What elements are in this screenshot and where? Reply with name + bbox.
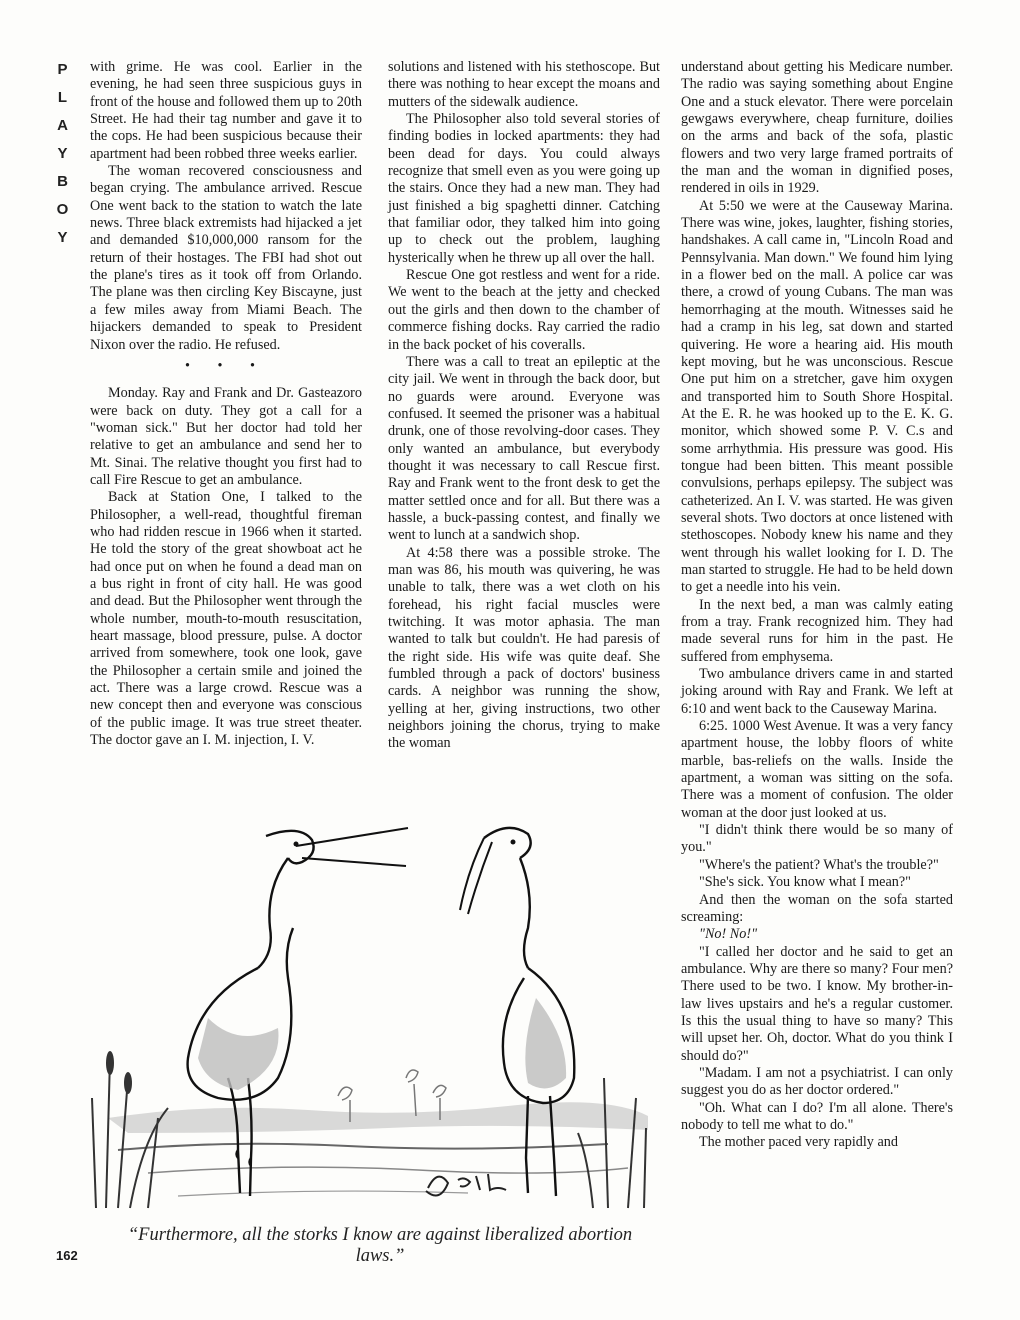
- section-break: • • •: [185, 357, 267, 374]
- paragraph: The woman recovered consciousness and began crying. The ambulance arrived. Rescue One went back to the station to watch the late news. Three black extremists had hijacked a jet and demanded $10,000,000 ransom for the return of their hostages. The FBI had shot out the plane's tires as it took off from Orlando. The plane was then circling Key Biscayne, just a few miles away from Miami Beach. The hijackers demanded to speak to President Nixon over the radio. He refused.: [90, 163, 362, 353]
- magazine-letter: A: [57, 117, 69, 134]
- paragraph: Rescue One got restless and went for a ride. We went to the beach at the jetty and checked out the girls and then down to the chamber of commerce fishing docks. Ray carried the radio in the back pocket of his coveralls.: [388, 267, 660, 353]
- text-column-3: [681, 59, 953, 1152]
- magazine-letter: O: [56, 201, 70, 218]
- text-column-2: [388, 59, 660, 753]
- paragraph: 6:25. 1000 West Avenue. It was a very fancy apartment house, the lobby floors of white marble, bas-reliefs on the walls. Inside the apartment, a woman was sitting on the sofa. There was a moment of confusion. The older woman at the door just looked at us.: [681, 718, 953, 821]
- paragraph: The Philosopher also told several stories of finding bodies in locked apartments: they had been dead for days. You could always recognize that smell even as you were going up the stairs. Once they had a new man. They had just finished a big spaghetti dinner. Catching that familiar odor, they talked him into going up to check out the problem, laughing hysterically when he threw up all over the hall.: [388, 111, 660, 266]
- water-wash: [108, 1102, 648, 1133]
- cartoon-caption: “Furthermore, all the storks I know are against liberalized abortion laws.”: [127, 1225, 633, 1266]
- magazine-letter: P: [57, 61, 69, 78]
- text-column-1: [90, 59, 362, 749]
- right-stork: [460, 828, 574, 1196]
- paragraph: Back at Station One, I talked to the Philosopher, a well-read, thoughtful fireman who had ridden rescue in 1966 when it started. He told the story of the great showboat act he had once put on when he found a dead man on a bus right in front of city hall. He was good and dead. But the Philosopher went through the whole number, mouth-to-mouth resuscitation, heart massage, blood pressure, pulse. A doctor arrived from somewhere, took one look, gave the Philosopher a certain smile and joined the act. There was a large crowd. Rescue was a new concept then and everyone was conscious of the public image. It was true street theater. The doctor gave an I. M. injection, I. V.: [90, 489, 362, 749]
- paragraph: There was a call to treat an epileptic at the city jail. We went in through the back door, but no guards were around. Everyone was confused. It seemed the prisoner was a habitual drunk, one of those revolving-door cases. They only wanted an ambulance, but everybody thought it was necessary to call Rescue first. Ray and Frank went to the front desk to get the matter settled once and for all. But there was a hassle, a buck-passing contest, and finally we went to lunch at a sandwich shop.: [388, 353, 660, 544]
- magazine-letter: B: [57, 173, 69, 190]
- paragraph: At 4:58 there was a possible stroke. The man was 86, his mouth was quivering, he was unable to talk, there was a wet cloth on his forehead, his right facial muscles were twitching. It was motor aphasia. The man wanted to talk but couldn't. He had paresis of the right side. His wife was quite deaf. She fumbled through a pack of doctors' business cards. A neighbor was running the show, yelling at her, giving instructions, two other neighbors joining the chorus, trying to make the woman: [388, 544, 660, 752]
- magazine-letter: Y: [57, 145, 69, 162]
- paragraph: understand about getting his Medicare number. The radio was saying something about Engine One and a stuck elevator. There were porcelain gewgaws everywhere, cheap furniture, doilies on the arms and back of the sofa, plastic flowers and two very large framed portraits of the man and the woman in dignified poses, rendered in oils in 1929.: [681, 59, 953, 197]
- paragraph: At 5:50 we were at the Causeway Marina. There was wine, jokes, laughter, fishing stories, handshakes. A call came in, "Lincoln Road and Pennsylvania. Man down." We found him lying in a flower bed on the mall. A police car was there, a crowd of young Cubans. The man was hemorrhaging at the mouth. Witnesses said he had a cramp in his leg, sat down and started quivering. He wore a hearing aid. His mouth kept moving, but he was unconscious. Rescue One put him on a stretcher, gave him oxygen and transported him to South Shore Hospital. At the E. R. he was hooked up to the E. K. G. monitor, which showed some P. V. C.s and some arrhythmia. His pressure was good. His tongue had been bitten. This meant possible convulsions, perhaps epilepsy. The subject was catheterized. An I. V. was started. He was given several shots. Two doctors at once listened with stethoscopes. Nobody knew his name and they went through his wallet looking for I. D. The man started to struggle. He had to be held down to get a needle into his vein.: [681, 197, 953, 596]
- paragraph: "She's sick. You know what I mean?": [699, 874, 911, 891]
- paragraph: solutions and listened with his stethoscope. But there was nothing to hear except the moans and mutters of the sidewalk audience.: [388, 59, 660, 110]
- cartoon-illustration: [88, 778, 670, 1230]
- magazine-name-vertical: [52, 56, 74, 252]
- paragraph: Monday. Ray and Frank and Dr. Gasteazoro were back on duty. They got a call for a "woman sick." But her doctor had told her relative to get an ambulance and send her to Mt. Sinai. The relative thought you first had to call Fire Rescue to get an ambulance.: [90, 385, 362, 488]
- magazine-letter: L: [57, 89, 69, 106]
- paragraph: "I called her doctor and he said to get an ambulance. Why are there so many? Four men? There used to be two. I know. My brother-in-law lives upstairs and he's a regular customer. Is this the usual thing to have so many? This will upset her. Oh, doctor. What do you think I should do?": [681, 943, 953, 1064]
- magazine-letter: Y: [57, 229, 69, 246]
- left-stork: [188, 828, 408, 1196]
- paragraph: with grime. He was cool. Earlier in the evening, he had seen three suspicious guys in front of the house and followed them up to 20th Street. He had their tag number and gave it to the cops. He had been suspicious because their apartment had been robbed three weeks earlier.: [90, 59, 362, 162]
- paragraph: "Where's the patient? What's the trouble?": [699, 856, 939, 873]
- paragraph: And then the woman on the sofa started screaming:: [681, 891, 953, 925]
- reeds-right: [578, 1078, 646, 1208]
- paragraph: "Madam. I am not a psychiatrist. I can only suggest you do as her doctor ordered.": [681, 1064, 953, 1099]
- paragraph: "Oh. What can I do? I'm all alone. There's nobody to tell me what to do.": [681, 1099, 953, 1133]
- paragraph: Two ambulance drivers came in and started joking around with Ray and Frank. We left at 6:10 and went back to the Causeway Marina.: [681, 666, 953, 717]
- paragraph: "No! No!": [699, 926, 758, 943]
- paragraph: "I didn't think there would be so many of you.": [681, 822, 953, 856]
- page-number: 162: [56, 1248, 78, 1263]
- paragraph: In the next bed, a man was calmly eating from a tray. Frank recognized him. They had made several runs for him in the past. He suffered from emphysema.: [681, 596, 953, 665]
- paragraph: The mother paced very rapidly and: [699, 1134, 898, 1151]
